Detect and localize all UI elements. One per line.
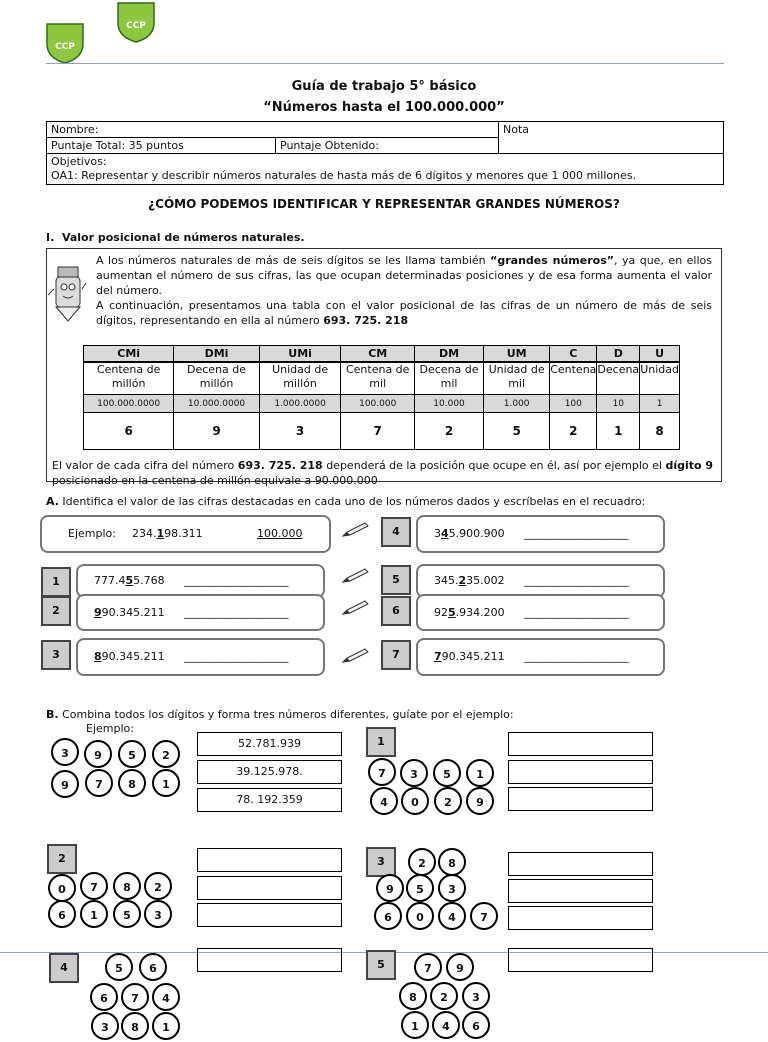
- worksheet-subtitle: “Números hasta el 100.000.000”: [263, 100, 505, 115]
- pv-header: U: [640, 346, 680, 363]
- answer-blank[interactable]: ___________________: [524, 574, 629, 587]
- item-number-value: 345.900.900: [434, 527, 505, 540]
- digit-circle: 5: [113, 900, 141, 928]
- nombre-field[interactable]: Nombre:: [47, 122, 499, 138]
- digit-circle: 0: [406, 902, 434, 930]
- pv-header: D: [597, 346, 640, 363]
- pv-value: 10.000.0000: [174, 395, 259, 413]
- item-number-value: 925.934.200: [434, 606, 505, 619]
- answer-box-5[interactable]: [416, 564, 665, 598]
- digit-circle: 3: [144, 900, 172, 928]
- item-number-value: 790.345.211: [434, 650, 505, 663]
- digit-circle: 6: [48, 900, 76, 928]
- digit-circle: 4: [432, 1011, 460, 1039]
- item-number-2: 2: [41, 596, 71, 626]
- digit-circle: 1: [466, 759, 494, 787]
- answer-box-3[interactable]: [76, 638, 325, 676]
- pencil-icon: [341, 600, 369, 616]
- digit-circle: 9: [51, 770, 79, 798]
- digit-circle: 8: [113, 872, 141, 900]
- school-logo-left: [45, 22, 85, 64]
- digit-circle: 2: [430, 982, 458, 1010]
- digit-circle: 8: [399, 982, 427, 1010]
- pv-name: Centena de mil: [341, 362, 415, 395]
- digit-circle: 1: [152, 1012, 180, 1040]
- section-a-instructions: A. Identifica el valor de las cifras destacadas en cada uno de los números dados y escríbelas en el recuadro:: [46, 495, 646, 508]
- item-number-4: 4: [381, 517, 411, 547]
- combination-input[interactable]: [508, 787, 653, 811]
- item-number-7: 7: [381, 640, 411, 670]
- combination-input[interactable]: [508, 948, 653, 972]
- place-value-table: [83, 345, 680, 450]
- svg-text:CCP: CCP: [126, 21, 146, 31]
- combination-input[interactable]: [197, 876, 342, 900]
- pv-name: Unidad de mil: [484, 362, 550, 395]
- group-number-1: 1: [366, 727, 396, 757]
- pv-name: Decena de mil: [414, 362, 483, 395]
- digit-circle: 1: [401, 1011, 429, 1039]
- combination-input[interactable]: [508, 879, 653, 903]
- digit-circle: 9: [466, 787, 494, 815]
- answer-blank[interactable]: ___________________: [524, 650, 629, 663]
- group-number-2: 2: [47, 844, 77, 874]
- digit-circle: 9: [84, 740, 112, 768]
- pencil-icon: [341, 648, 369, 664]
- digit-circle: 7: [470, 902, 498, 930]
- example-number: 234.198.311: [132, 527, 203, 540]
- digit-circle: 3: [400, 759, 428, 787]
- pv-header: DM: [414, 346, 483, 363]
- answer-blank[interactable]: ___________________: [524, 606, 629, 619]
- pv-name: Decena: [597, 362, 640, 395]
- digit-circle: 0: [48, 874, 76, 902]
- digit-circle: 7: [414, 953, 442, 981]
- combination-input[interactable]: [508, 760, 653, 784]
- item-number-6: 6: [381, 596, 411, 626]
- main-question: ¿CÓMO PODEMOS IDENTIFICAR Y REPRESENTAR GRANDES NÚMEROS?: [148, 197, 620, 211]
- student-info-table: [46, 121, 724, 185]
- item-number-5: 5: [381, 565, 411, 595]
- item-number-value: 345.235.002: [434, 574, 505, 587]
- svg-text:CCP: CCP: [55, 42, 75, 52]
- pv-header: UMi: [259, 346, 341, 363]
- pv-name: Unidad de millón: [259, 362, 341, 395]
- pv-header: CMi: [84, 346, 174, 363]
- pv-header: UM: [484, 346, 550, 363]
- digit-circle: 0: [401, 787, 429, 815]
- pv-value: 100: [550, 395, 597, 413]
- digit-circle: 7: [80, 872, 108, 900]
- combination-input[interactable]: [508, 732, 653, 756]
- pv-value: 100.000: [341, 395, 415, 413]
- answer-blank[interactable]: ___________________: [184, 574, 289, 587]
- digit-circle: 1: [80, 900, 108, 928]
- pv-digit: 1: [597, 413, 640, 450]
- pv-value: 1.000: [484, 395, 550, 413]
- digit-circle: 8: [438, 848, 466, 876]
- digit-circle: 7: [368, 758, 396, 786]
- digit-circle: 2: [408, 848, 436, 876]
- digit-circle: 2: [434, 787, 462, 815]
- digit-circle: 1: [152, 769, 180, 797]
- digit-circle: 4: [438, 902, 466, 930]
- pv-digit: 3: [259, 413, 341, 450]
- section-1-table-intro: A continuación, presentamos una tabla con el valor posicional de las cifras de un número de más de seis dígitos, representando en ella al número 693. 725. 218: [96, 299, 712, 327]
- pv-header: C: [550, 346, 597, 363]
- pv-digit: 5: [484, 413, 550, 450]
- combination-input[interactable]: [508, 852, 653, 876]
- section-b-example-label: Ejemplo:: [86, 722, 134, 735]
- digit-circle: 2: [152, 740, 180, 768]
- digit-circle: 6: [374, 902, 402, 930]
- example-combination-3: 78. 192.359: [197, 788, 342, 812]
- pencil-icon: [341, 522, 369, 538]
- worksheet-title: Guía de trabajo 5° básico: [291, 79, 477, 94]
- pv-header: DMi: [174, 346, 259, 363]
- pv-digit: 8: [640, 413, 680, 450]
- nota-field[interactable]: Nota: [499, 122, 724, 154]
- school-logo-right: [116, 1, 156, 43]
- pv-name: Decena de millón: [174, 362, 259, 395]
- answer-blank[interactable]: ___________________: [524, 527, 629, 540]
- pv-digit: 2: [550, 413, 597, 450]
- group-number-3: 3: [366, 847, 396, 877]
- item-number-3: 3: [41, 640, 71, 670]
- item-number-value: 777.455.768: [94, 574, 165, 587]
- digit-circle: 5: [406, 874, 434, 902]
- pv-value: 1: [640, 395, 680, 413]
- example-combination-2: 39.125.978.: [197, 760, 342, 784]
- digit-circle: 8: [118, 769, 146, 797]
- digit-circle: 9: [446, 953, 474, 981]
- answer-box-1[interactable]: [76, 564, 325, 598]
- digit-circle: 4: [152, 983, 180, 1011]
- pv-digit: 2: [414, 413, 483, 450]
- section-1-heading: I. Valor posicional de números naturales.: [46, 231, 305, 244]
- group-number-5: 5: [366, 950, 396, 980]
- digit-circle: 3: [462, 982, 490, 1010]
- pv-value: 100.000.0000: [84, 395, 174, 413]
- objetivos-label: Objetivos:: [51, 155, 107, 168]
- digit-circle: 6: [139, 953, 167, 981]
- section-1-footer: El valor de cada cifra del número 693. 725. 218 dependerá de la posición que ocupe en él, así por ejemplo el dígito 9 posicionado en la centena de millón equivale a 90.000.000: [52, 459, 714, 487]
- digit-circle: 7: [85, 769, 113, 797]
- digit-circle: 3: [91, 1012, 119, 1040]
- combination-input[interactable]: [508, 906, 653, 930]
- answer-blank[interactable]: ___________________: [184, 606, 289, 619]
- example-answer: 100.000: [257, 527, 303, 540]
- answer-box-2[interactable]: [76, 594, 325, 631]
- pv-name: Unidad: [640, 362, 680, 395]
- pencil-icon: [341, 568, 369, 584]
- pv-value: 1.000.0000: [259, 395, 341, 413]
- pencil-character-icon: [50, 263, 86, 323]
- pv-digit: 7: [341, 413, 415, 450]
- objetivo-oa1: OA1: Representar y describir números naturales de hasta más de 6 dígitos y menores que 1 000 millones.: [51, 169, 637, 182]
- puntaje-obtenido-field[interactable]: Puntaje Obtenido:: [276, 138, 499, 154]
- header-rule: [46, 63, 724, 64]
- group-number-4: 4: [49, 953, 79, 983]
- puntaje-total: Puntaje Total: 35 puntos: [47, 138, 276, 154]
- pv-value: 10: [597, 395, 640, 413]
- section-b-instructions: B. Combina todos los dígitos y forma tres números diferentes, guíate por el ejemplo:: [46, 708, 514, 721]
- digit-circle: 5: [433, 759, 461, 787]
- pv-header: CM: [341, 346, 415, 363]
- digit-circle: 6: [90, 983, 118, 1011]
- digit-circle: 3: [51, 738, 79, 766]
- item-number-value: 890.345.211: [94, 650, 165, 663]
- digit-circle: 4: [370, 787, 398, 815]
- answer-blank[interactable]: ___________________: [184, 650, 289, 663]
- digit-circle: 2: [144, 872, 172, 900]
- answer-box-4[interactable]: [416, 515, 665, 553]
- digit-circle: 8: [121, 1012, 149, 1040]
- pv-name: Centena: [550, 362, 597, 395]
- digit-circle: 3: [438, 874, 466, 902]
- digit-circle: 9: [376, 874, 404, 902]
- combination-input[interactable]: [197, 903, 342, 927]
- example-answer-box: Ejemplo: 234.198.311 100.000: [40, 515, 331, 553]
- pv-digit: 9: [174, 413, 259, 450]
- item-number-value: 990.345.211: [94, 606, 165, 619]
- digit-circle: 6: [462, 1011, 490, 1039]
- pv-name: Centena de millón: [84, 362, 174, 395]
- pv-value: 10.000: [414, 395, 483, 413]
- answer-box-6[interactable]: [416, 594, 665, 631]
- digit-circle: 5: [105, 953, 133, 981]
- pv-digit: 6: [84, 413, 174, 450]
- digit-circle: 5: [118, 740, 146, 768]
- item-number-1: 1: [41, 567, 71, 597]
- combination-input[interactable]: [197, 848, 342, 872]
- example-combination-1: 52.781.939: [197, 732, 342, 756]
- answer-box-7[interactable]: [416, 638, 665, 676]
- section-1-intro: A los números naturales de más de seis dígitos se les llama también “grandes números”, ya que, en ellos aumentan el número de sus cifras, las que ocupan determinadas posiciones y de esa forma aumenta el valor del número.: [96, 254, 712, 297]
- digit-circle: 7: [121, 983, 149, 1011]
- combination-input[interactable]: [197, 948, 342, 972]
